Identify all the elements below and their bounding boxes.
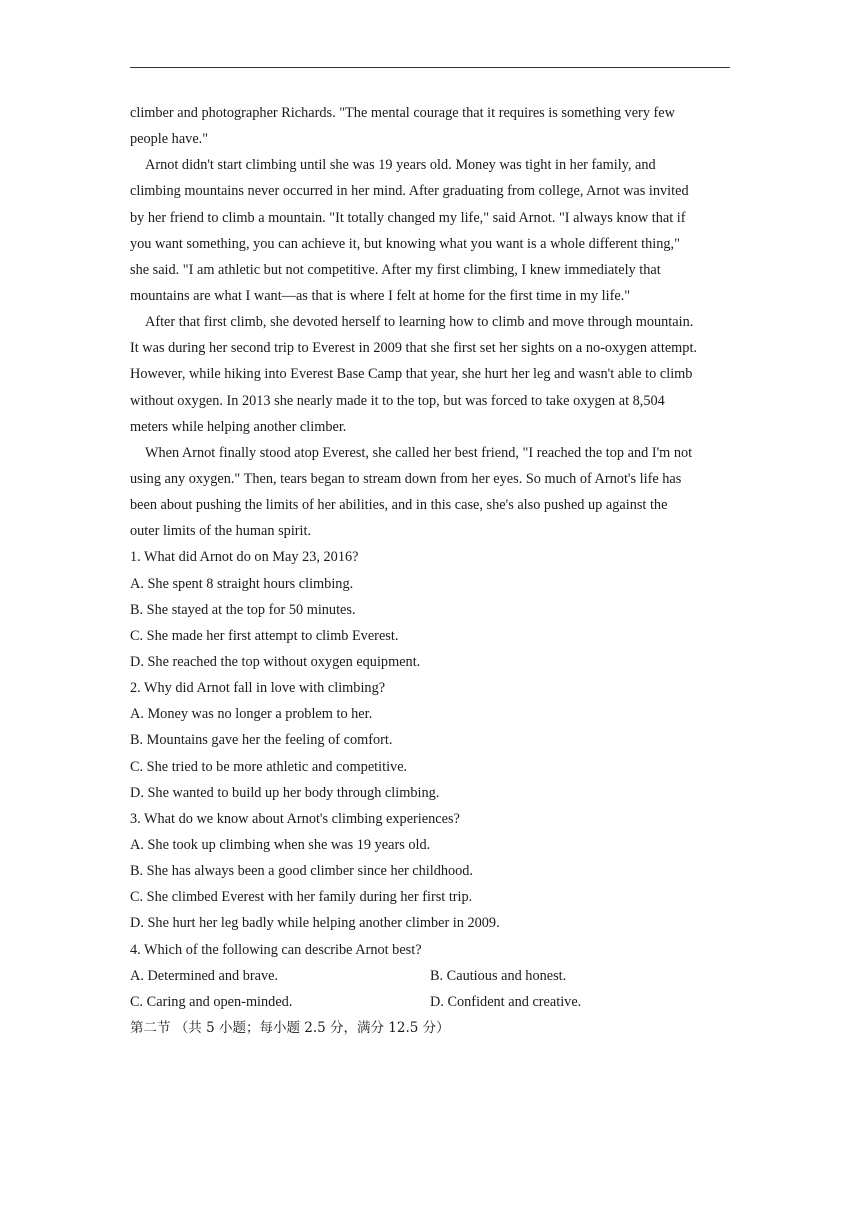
passage-line: by her friend to climb a mountain. "It totally changed my life," said Arnot. "I always know that if (130, 209, 686, 226)
option-a: A. She spent 8 straight hours climbing. (130, 575, 354, 592)
passage-line: using any oxygen." Then, tears began to stream down from her eyes. So much of Arnot's life has (130, 470, 682, 487)
reading-passage (130, 100, 742, 544)
option-b: B. Mountains gave her the feeling of comfort. (130, 732, 393, 749)
passage-line: It was during her second trip to Everest in 2009 that she first set her sights on a no-oxygen attempt. (130, 340, 697, 357)
passage-line: outer limits of the human spirit. (130, 523, 312, 540)
option-d: D. She hurt her leg badly while helping another climber in 2009. (130, 915, 500, 932)
question-2 (130, 675, 742, 806)
section-heading: 第二节 （共 5 小题；每小题 2.5 分，满分 12.5 分） (130, 1019, 450, 1036)
passage-line: she said. "I am athletic but not competitive. After my first climbing, I knew immediately that (130, 261, 661, 278)
option-a: A. She took up climbing when she was 19 years old. (130, 836, 431, 853)
option-b: B. She has always been a good climber since her childhood. (130, 863, 474, 880)
question-3 (130, 806, 742, 937)
passage-line: mountains are what I want—as that is where I felt at home for the first time in my life." (130, 287, 631, 304)
question-4 (130, 937, 742, 1015)
question-stem: 4. Which of the following can describe Arnot best? (130, 941, 422, 958)
passage-line: climbing mountains never occurred in her mind. After graduating from college, Arnot was invited (130, 183, 689, 200)
passage-line: people have." (130, 131, 209, 148)
option-d: D. She wanted to build up her body through climbing. (130, 784, 440, 801)
passage-line: without oxygen. In 2013 she nearly made it to the top, but was forced to take oxygen at 8,504 (130, 392, 665, 409)
question-stem: 2. Why did Arnot fall in love with climbing? (130, 680, 386, 697)
option-c: C. She climbed Everest with her family during her first trip. (130, 889, 473, 906)
passage-line: When Arnot finally stood atop Everest, she called her best friend, "I reached the top and I'm not (145, 444, 693, 461)
passage-line: climber and photographer Richards. "The mental courage that it requires is something very few (130, 105, 675, 121)
question-1 (130, 544, 742, 675)
document-body (130, 100, 742, 1041)
header-rule (130, 67, 730, 68)
option-a: A. Money was no longer a problem to her. (130, 706, 373, 723)
option-c: C. Caring and open-minded. (130, 993, 293, 1010)
question-stem: 3. What do we know about Arnot's climbing experiences? (130, 810, 460, 827)
passage-line: After that first climb, she devoted herself to learning how to climb and move through mountain. (145, 314, 694, 331)
passage-line: been about pushing the limits of her abilities, and in this case, she's also pushed up against the (130, 497, 668, 514)
option-a: A. Determined and brave. (130, 967, 279, 984)
passage-line: However, while hiking into Everest Base Camp that year, she hurt her leg and wasn't able to climb (130, 366, 693, 383)
option-c: C. She tried to be more athletic and competitive. (130, 758, 408, 775)
option-row (130, 963, 742, 989)
option-row (130, 989, 742, 1015)
option-d: D. Confident and creative. (430, 993, 582, 1010)
option-d: D. She reached the top without oxygen equipment. (130, 653, 421, 670)
passage-line: meters while helping another climber. (130, 418, 347, 435)
option-b: B. Cautious and honest. (430, 967, 567, 984)
option-b: B. She stayed at the top for 50 minutes. (130, 601, 356, 618)
passage-line: you want something, you can achieve it, but knowing what you want is a whole different thing," (130, 235, 680, 252)
passage-line: Arnot didn't start climbing until she was 19 years old. Money was tight in her family, and (145, 157, 656, 174)
option-c: C. She made her first attempt to climb Everest. (130, 627, 399, 644)
question-stem: 1. What did Arnot do on May 23, 2016? (130, 549, 359, 566)
